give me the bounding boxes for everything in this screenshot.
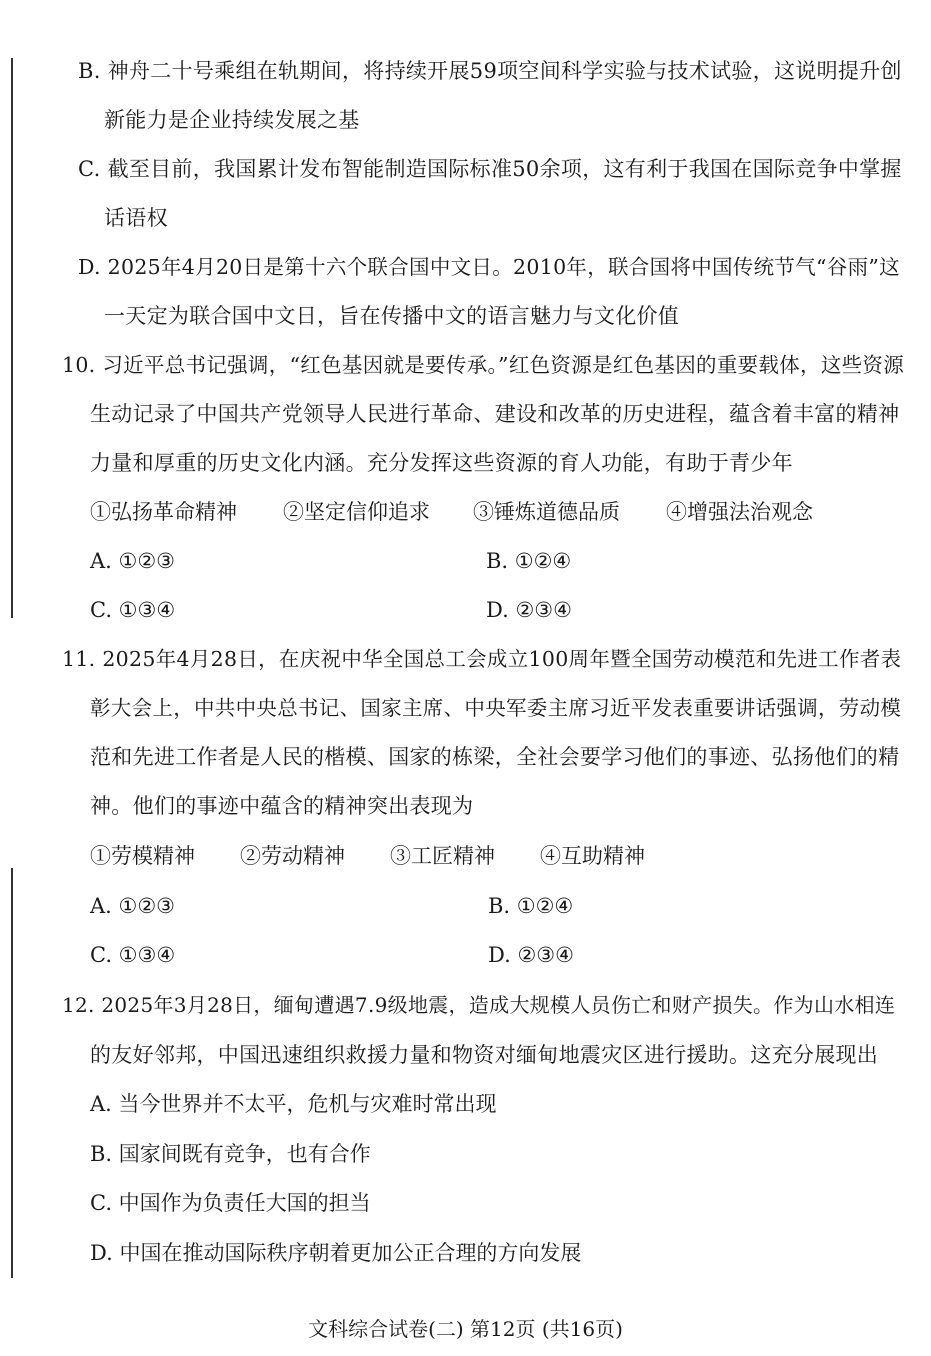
q11-item-2: ②劳动精神 — [240, 844, 345, 868]
q10-option-a: A. ①②③ — [90, 549, 175, 573]
q10-option-c: C. ①③④ — [90, 598, 176, 622]
binding-margin-line-bottom — [11, 868, 13, 1278]
q12-option-b: B. 国家间既有竞争，也有合作 — [90, 1142, 371, 1166]
q9-option-c-line1: C. 截至目前，我国累计发布智能制造国际标准50余项，这有利于我国在国际竞争中掌握 — [78, 157, 902, 181]
q11-option-b: B. ①②④ — [488, 894, 574, 918]
q10-stem-line3: 力量和厚重的历史文化内涵。充分发挥这些资源的育人功能，有助于青少年 — [90, 451, 793, 475]
q12-option-a: A. 当今世界并不太平，危机与灾难时常出现 — [90, 1092, 497, 1116]
binding-margin-line-top — [11, 58, 13, 618]
q9-option-d-line2: 一天定为联合国中文日，旨在传播中文的语言魅力与文化价值 — [104, 304, 680, 328]
q11-stem-line1: 11. 2025年4月28日，在庆祝中华全国总工会成立100周年暨全国劳动模范和先进工作者表 — [62, 647, 902, 671]
q11-stem-line4: 神。他们的事迹中蕴含的精神突出表现为 — [90, 794, 474, 818]
q9-option-b-line1: B. 神舟二十号乘组在轨期间，将持续开展59项空间科学实验与技术试验，这说明提升创 — [78, 59, 902, 83]
q12-option-c: C. 中国作为负责任大国的担当 — [90, 1191, 371, 1215]
q11-item-4: ④互助精神 — [540, 844, 645, 868]
q10-item-2: ②坚定信仰追求 — [283, 500, 430, 524]
q9-option-c-line2: 话语权 — [104, 206, 168, 230]
q10-item-4: ④增强法治观念 — [666, 500, 813, 524]
q10-item-1: ①弘扬革命精神 — [90, 500, 237, 524]
q10-stem-line2: 生动记录了中国共产党领导人民进行革命、建设和改革的历史进程，蕴含着丰富的精神 — [90, 402, 900, 426]
q11-item-1: ①劳模精神 — [90, 844, 195, 868]
q10-item-3: ③锤炼道德品质 — [473, 500, 620, 524]
q11-option-d: D. ②③④ — [488, 943, 574, 967]
q12-option-d: D. 中国在推动国际秩序朝着更加公正合理的方向发展 — [90, 1241, 582, 1265]
q10-option-d: D. ②③④ — [486, 598, 572, 622]
q12-stem-line2: 的友好邻邦，中国迅速组织救援力量和物资对缅甸地震灾区进行援助。这充分展现出 — [90, 1043, 879, 1067]
q11-stem-line2: 彰大会上，中共中央总书记、国家主席、中央军委主席习近平发表重要讲话强调，劳动模 — [90, 696, 902, 720]
q11-option-a: A. ①②③ — [90, 894, 175, 918]
q9-option-d-line1: D. 2025年4月20日是第十六个联合国中文日。2010年，联合国将中国传统节气“谷雨”这 — [78, 255, 900, 279]
page-footer: 文科综合试卷(二) 第12页 (共16页) — [308, 1317, 623, 1341]
q11-item-3: ③工匠精神 — [390, 844, 495, 868]
q10-option-b: B. ①②④ — [486, 549, 572, 573]
q9-option-b-line2: 新能力是企业持续发展之基 — [104, 108, 360, 132]
q10-stem-line1: 10. 习近平总书记强调，“红色基因就是要传承。”红色资源是红色基因的重要载体，这些资源 — [62, 353, 905, 377]
q11-option-c: C. ①③④ — [90, 943, 176, 967]
q12-stem-line1: 12. 2025年3月28日，缅甸遭遇7.9级地震，造成大规模人员伤亡和财产损失。作为山水相连 — [62, 993, 896, 1017]
q11-stem-line3: 范和先进工作者是人民的楷模、国家的栋梁，全社会要学习他们的事迹、弘扬他们的精 — [90, 745, 900, 769]
